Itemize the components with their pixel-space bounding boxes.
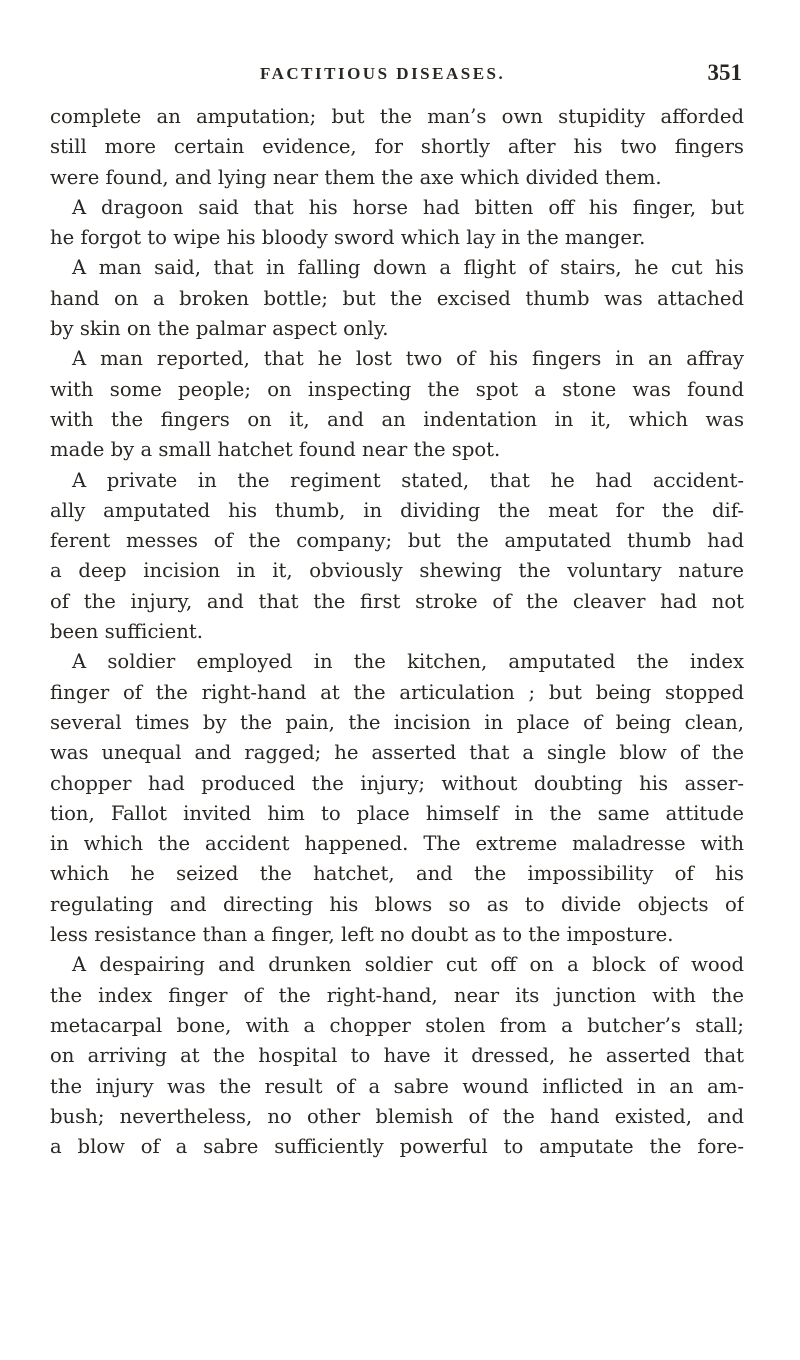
text-line: in which the accident happened. The extreme maladresse with — [50, 832, 744, 856]
text-line: A despairing and drunken soldier cut off on a block of wood — [72, 953, 744, 977]
text-line: A man said, that in falling down a flight of stairs, he cut his — [72, 256, 744, 280]
text-line: A soldier employed in the kitchen, amputated the index — [72, 650, 744, 674]
text-line: were found, and lying near them the axe which divided them. — [50, 165, 662, 189]
text-line: less resistance than a finger, left no doubt as to the imposture. — [50, 923, 674, 947]
text-line: metacarpal bone, with a chopper stolen from a butcher’s stall; — [50, 1013, 744, 1037]
text-line: still more certain evidence, for shortly after his two fingers — [50, 135, 744, 159]
text-line: tion, Fallot invited him to place himself in the same attitude — [50, 801, 744, 825]
text-line: ferent messes of the company; but the amputated thumb had — [50, 529, 744, 553]
text-line: a deep incision in it, obviously shewing the voluntary nature — [50, 559, 744, 583]
text-line: a blow of a sabre sufficiently powerful to amputate the fore- — [50, 1135, 744, 1159]
text-line: the index finger of the right-hand, near its junction with the — [50, 983, 744, 1007]
text-line: complete an amputation; but the man’s own stupidity afforded — [50, 105, 744, 128]
text-line: the injury was the result of a sabre wound inflicted in an am- — [50, 1074, 744, 1098]
text-line: he forgot to wipe his bloody sword which lay in the manger. — [50, 226, 646, 250]
text-line: which he seized the hatchet, and the impossibility of his — [50, 862, 744, 886]
text-line: ally amputated his thumb, in dividing the meat for the dif- — [50, 498, 744, 522]
body-text — [50, 102, 744, 1162]
running-head — [50, 60, 750, 90]
running-title: FACTITIOUS DISEASES. — [260, 64, 506, 83]
text-line: A dragoon said that his horse had bitten off his finger, but — [72, 195, 744, 219]
text-line: finger of the right-hand at the articulation ; but being stopped — [50, 680, 744, 704]
text-line: was unequal and ragged; he asserted that a single blow of the — [50, 741, 744, 765]
text-line: chopper had produced the injury; without doubting his asser- — [50, 771, 744, 795]
text-line: hand on a broken bottle; but the excised thumb was attached — [50, 286, 744, 310]
book-page — [50, 0, 750, 1360]
text-line: been sufficient. — [50, 620, 203, 644]
text-line: made by a small hatchet found near the spot. — [50, 438, 501, 462]
text-line: on arriving at the hospital to have it dressed, he asserted that — [50, 1044, 744, 1068]
page-number: 351 — [707, 60, 742, 85]
text-line: bush; nevertheless, no other blemish of the hand existed, and — [50, 1104, 744, 1128]
text-line: several times by the pain, the incision in place of being clean, — [50, 710, 744, 734]
text-line: A man reported, that he lost two of his fingers in an affray — [72, 347, 744, 371]
text-line: of the injury, and that the first stroke of the cleaver had not — [50, 589, 744, 613]
text-line: with some people; on inspecting the spot a stone was found — [50, 377, 744, 401]
text-line: A private in the regiment stated, that he had accident- — [72, 468, 744, 492]
text-line: with the fingers on it, and an indentation in it, which was — [50, 407, 744, 431]
text-line: by skin on the palmar aspect only. — [50, 317, 389, 341]
text-line: regulating and directing his blows so as to divide objects of — [50, 892, 744, 916]
